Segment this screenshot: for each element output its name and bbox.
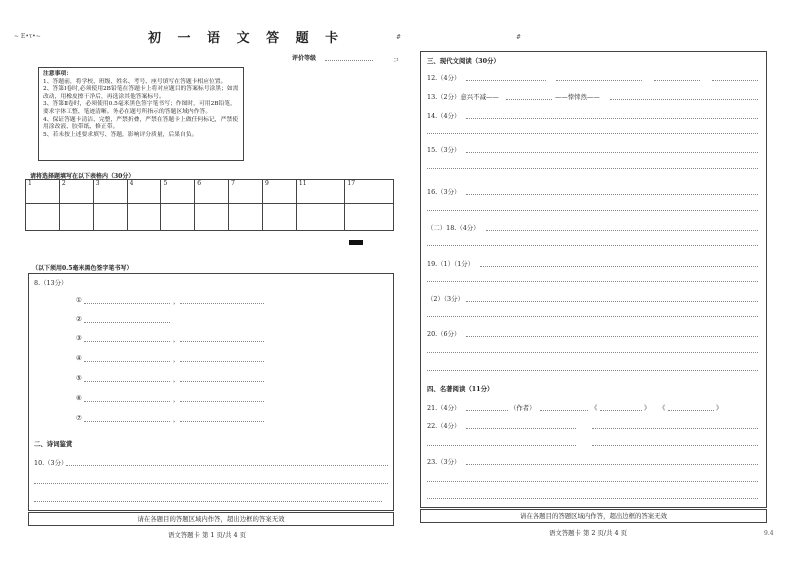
question-14-label: 14.（4分） <box>427 112 461 120</box>
notes-item: 2、答第Ⅰ卷时,必须使用2B铅笔在答题卡上将对应题目的答案标号涂黑；如需改动，用橡皮擦干净后，再选涂其他答案标号。 <box>43 86 239 100</box>
answer-line[interactable] <box>427 352 758 353</box>
answer-line[interactable] <box>427 445 576 446</box>
answer-line[interactable] <box>84 421 170 422</box>
answer-line[interactable] <box>480 266 758 267</box>
comma: ， <box>173 375 180 383</box>
choice-number: 5 <box>161 180 195 204</box>
answer-line[interactable] <box>592 445 758 446</box>
book-close-mark: 》 <box>716 404 723 412</box>
pen-note: （以下须用0.5毫米黑色签字笔书写） <box>32 265 133 272</box>
choice-number: 17 <box>345 180 394 204</box>
marker-6: ⑥ <box>76 394 82 402</box>
answer-line[interactable] <box>466 80 546 81</box>
marker-5: ⑤ <box>76 374 82 382</box>
answer-line[interactable] <box>427 133 758 134</box>
comma: ， <box>173 335 180 343</box>
answer-line[interactable] <box>592 428 758 429</box>
question-13-label: 13.（2分）意兴不减—— <box>427 93 499 101</box>
answer-line[interactable] <box>180 401 264 402</box>
choice-caption: 请将选择题填写在以下表格内（30分） <box>30 173 135 180</box>
choice-answer-cell[interactable] <box>296 204 345 231</box>
comma: ， <box>173 415 180 423</box>
right-notice: 请在各题目的答题区域内作答，超出边框的答案无效 <box>420 509 767 523</box>
answer-line[interactable] <box>466 464 758 465</box>
question-8-label: 8.（13分） <box>34 279 68 287</box>
answer-line[interactable] <box>506 99 552 100</box>
hash-mark-2: # <box>516 34 522 41</box>
notes-box <box>38 67 244 161</box>
answer-line[interactable] <box>540 410 588 411</box>
grade-end-mark: コ <box>393 57 400 64</box>
answer-line[interactable] <box>427 316 758 317</box>
answer-line[interactable] <box>427 498 758 499</box>
right-answer-box <box>420 51 767 508</box>
choice-table <box>25 179 394 231</box>
page-title: 初 一 语 文 答 题 卡 <box>148 31 345 46</box>
question-16-label: 16.（3分） <box>427 188 461 196</box>
question-22-label: 22.（4分） <box>427 422 461 430</box>
section-3-heading: 三、现代文阅读（30分） <box>427 57 500 65</box>
choice-answer-cell[interactable] <box>161 204 195 231</box>
comma: ， <box>173 297 180 305</box>
answer-line[interactable] <box>180 421 264 422</box>
comma: ， <box>173 395 180 403</box>
left-notice: 请在各题目的答题区域内作答，超出边框的答案无效 <box>28 512 394 526</box>
answer-line[interactable] <box>556 80 642 81</box>
choice-number: 7 <box>229 180 263 204</box>
choice-number: 11 <box>296 180 345 204</box>
choice-answer-cell[interactable] <box>93 204 127 231</box>
marker-1: ① <box>76 296 82 304</box>
question-18-label: （二）18.（4分） <box>427 224 480 232</box>
choice-answer-cell[interactable] <box>26 204 60 231</box>
alignment-mark <box>349 240 363 245</box>
choice-number: 3 <box>93 180 127 204</box>
left-footer: 语文答题卡 第 1 页/共 4 页 <box>168 531 246 539</box>
notes-item: 1、答题前，将学校、班级、姓名、考号、座号填写在答题卡相应位置。 <box>43 78 227 85</box>
question-13-middle: ——悻悻然—— <box>555 93 600 101</box>
corner-mark: ~ Ε•τ•~ <box>14 33 41 40</box>
answer-line[interactable] <box>180 341 264 342</box>
question-21-label: 21.（4分） <box>427 404 461 412</box>
answer-line[interactable] <box>427 370 758 371</box>
choice-number: 1 <box>26 180 60 204</box>
answer-line[interactable] <box>427 245 758 246</box>
question-23-label: 23.（3分） <box>427 458 461 466</box>
answer-line[interactable] <box>180 303 264 304</box>
answer-line[interactable] <box>654 80 700 81</box>
question-19b-label: （2）（3分） <box>427 295 464 303</box>
answer-line[interactable] <box>466 301 758 302</box>
answer-line[interactable] <box>486 230 758 231</box>
answer-line[interactable] <box>84 341 170 342</box>
answer-line[interactable] <box>466 428 576 429</box>
answer-line[interactable] <box>427 210 758 211</box>
left-answer-box <box>28 273 394 511</box>
grade-field[interactable] <box>325 60 373 61</box>
marker-4: ④ <box>76 354 82 362</box>
comma: ， <box>173 355 180 363</box>
answer-line[interactable] <box>66 465 388 466</box>
answer-line[interactable] <box>84 401 170 402</box>
section-4-heading: 四、名著阅读（11分） <box>427 385 494 393</box>
answer-line[interactable] <box>466 336 758 337</box>
answer-line[interactable] <box>427 168 758 169</box>
answer-line[interactable] <box>84 322 170 323</box>
choice-answer-cell[interactable] <box>345 204 394 231</box>
question-12-label: 12.（4分） <box>427 74 461 82</box>
notes-item: 3、答第Ⅱ卷时，必须使用0.5毫米黑色签字笔书写；作图时，可用2B铅笔，要求字体工整、笔迹清晰。务必在题号所指示的答题区域内作答。 <box>43 101 236 115</box>
choice-answer-cell[interactable] <box>229 204 263 231</box>
book-open-mark: 《 <box>659 404 666 412</box>
choice-number: 9 <box>263 180 297 204</box>
marker-3: ③ <box>76 334 82 342</box>
notes-item: 4、保证答题卡清洁、完整，严禁折叠，严禁在答题卡上做任何标记，严禁使用涂改液、胶带纸、修正带。 <box>43 116 238 131</box>
question-20-label: 20.（6分） <box>427 330 461 338</box>
answer-line[interactable] <box>84 361 170 362</box>
marker-7: ⑦ <box>76 414 82 422</box>
choice-answer-cell[interactable] <box>263 204 297 231</box>
answer-line[interactable] <box>180 361 264 362</box>
choice-number: 4 <box>127 180 161 204</box>
choice-number: 2 <box>59 180 93 204</box>
answer-line[interactable] <box>84 303 170 304</box>
question-19a-label: 19.（1）（1分） <box>427 260 475 268</box>
page-mark: 9.4 <box>764 530 774 537</box>
notes-item: 5、若未按上述要求填写、答题，影响评分质量，后果自负。 <box>43 131 198 138</box>
answer-line[interactable] <box>466 118 758 119</box>
answer-line[interactable] <box>610 99 758 100</box>
answer-line[interactable] <box>34 483 388 484</box>
answer-line[interactable] <box>466 194 758 195</box>
choice-answer-cell[interactable] <box>195 204 229 231</box>
choice-answer-cell[interactable] <box>59 204 93 231</box>
answer-line[interactable] <box>668 410 714 411</box>
answer-line[interactable] <box>84 381 170 382</box>
section-2-heading: 二、诗词鉴赏 <box>34 440 73 448</box>
question-15-label: 15.（3分） <box>427 146 461 154</box>
choice-answer-cell[interactable] <box>127 204 161 231</box>
notes-heading: 注意事项： <box>43 71 72 77</box>
choice-number: 6 <box>195 180 229 204</box>
question-10-label: 10.（3分） <box>34 459 68 467</box>
answer-line[interactable] <box>466 152 758 153</box>
answer-line[interactable] <box>712 80 758 81</box>
hash-mark-1: # <box>396 34 402 41</box>
book-close-mark: 》 <box>644 404 651 412</box>
book-open-mark: 《 <box>591 404 598 412</box>
author-label: （作者） <box>510 404 536 412</box>
answer-line[interactable] <box>427 281 758 282</box>
marker-2: ② <box>76 315 82 323</box>
answer-line[interactable] <box>180 381 264 382</box>
answer-line[interactable] <box>34 501 382 502</box>
right-footer: 语文答题卡 第 2 页/共 4 页 <box>549 529 627 537</box>
answer-line[interactable] <box>427 481 758 482</box>
answer-line[interactable] <box>600 410 642 411</box>
grade-label: 评价等级 <box>292 55 317 62</box>
answer-line[interactable] <box>466 410 508 411</box>
